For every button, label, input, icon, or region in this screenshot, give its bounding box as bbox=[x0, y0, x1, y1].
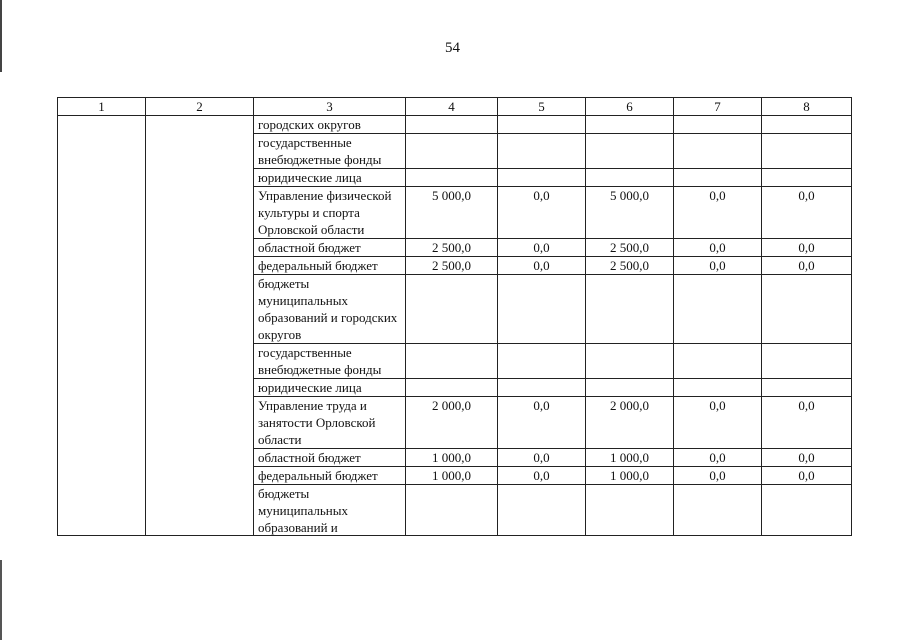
value-cell bbox=[498, 134, 586, 169]
page-number: 54 bbox=[445, 40, 460, 56]
value-cell bbox=[586, 275, 674, 344]
header-cell: 8 bbox=[762, 98, 852, 116]
row-label: юридические лица bbox=[254, 169, 406, 187]
table-row bbox=[58, 116, 852, 134]
value-cell bbox=[762, 134, 852, 169]
scan-edge-mark bbox=[0, 0, 2, 72]
value-cell bbox=[674, 344, 762, 379]
value-cell: 2 500,0 bbox=[586, 239, 674, 257]
row-label: областной бюджет bbox=[254, 449, 406, 467]
header-cell: 1 bbox=[58, 98, 146, 116]
value-cell bbox=[674, 116, 762, 134]
header-cell: 3 bbox=[254, 98, 406, 116]
row-label: юридические лица bbox=[254, 379, 406, 397]
value-cell: 1 000,0 bbox=[406, 467, 498, 485]
row-label: бюджеты муниципальных образований и городских округов bbox=[254, 275, 406, 344]
value-cell: 0,0 bbox=[674, 257, 762, 275]
header-cell: 5 bbox=[498, 98, 586, 116]
header-row bbox=[58, 98, 852, 116]
col2-empty-cell bbox=[146, 116, 254, 536]
value-cell: 1 000,0 bbox=[406, 449, 498, 467]
row-label: федеральный бюджет bbox=[254, 467, 406, 485]
value-cell: 0,0 bbox=[498, 239, 586, 257]
row-label: Управление труда и занятости Орловской области bbox=[254, 397, 406, 449]
value-cell bbox=[762, 344, 852, 379]
row-label: областной бюджет bbox=[254, 239, 406, 257]
value-cell: 2 000,0 bbox=[586, 397, 674, 449]
value-cell: 0,0 bbox=[762, 449, 852, 467]
value-cell bbox=[406, 169, 498, 187]
value-cell: 0,0 bbox=[498, 257, 586, 275]
value-cell: 2 000,0 bbox=[406, 397, 498, 449]
row-label: городских округов bbox=[254, 116, 406, 134]
value-cell: 0,0 bbox=[498, 397, 586, 449]
value-cell: 0,0 bbox=[762, 397, 852, 449]
value-cell bbox=[674, 485, 762, 536]
value-cell bbox=[498, 116, 586, 134]
value-cell bbox=[586, 169, 674, 187]
value-cell: 0,0 bbox=[762, 467, 852, 485]
value-cell bbox=[498, 379, 586, 397]
value-cell: 0,0 bbox=[498, 449, 586, 467]
value-cell bbox=[498, 169, 586, 187]
value-cell: 0,0 bbox=[674, 187, 762, 239]
value-cell bbox=[762, 116, 852, 134]
header-cell: 6 bbox=[586, 98, 674, 116]
value-cell bbox=[406, 379, 498, 397]
row-label: государственные внебюджетные фонды bbox=[254, 344, 406, 379]
value-cell: 0,0 bbox=[674, 467, 762, 485]
value-cell bbox=[406, 134, 498, 169]
header-cell: 2 bbox=[146, 98, 254, 116]
value-cell: 0,0 bbox=[498, 467, 586, 485]
value-cell: 0,0 bbox=[762, 239, 852, 257]
value-cell bbox=[586, 379, 674, 397]
value-cell bbox=[498, 344, 586, 379]
value-cell: 1 000,0 bbox=[586, 467, 674, 485]
value-cell bbox=[406, 275, 498, 344]
value-cell: 0,0 bbox=[762, 257, 852, 275]
header-cell: 4 bbox=[406, 98, 498, 116]
value-cell: 0,0 bbox=[498, 187, 586, 239]
value-cell: 2 500,0 bbox=[406, 239, 498, 257]
value-cell: 0,0 bbox=[674, 449, 762, 467]
value-cell bbox=[762, 275, 852, 344]
value-cell: 0,0 bbox=[674, 239, 762, 257]
value-cell: 0,0 bbox=[674, 397, 762, 449]
value-cell bbox=[674, 275, 762, 344]
value-cell: 2 500,0 bbox=[406, 257, 498, 275]
row-label bbox=[254, 485, 406, 536]
value-cell: 1 000,0 bbox=[586, 449, 674, 467]
value-cell bbox=[498, 275, 586, 344]
value-cell bbox=[674, 379, 762, 397]
value-cell: 2 500,0 bbox=[586, 257, 674, 275]
value-cell bbox=[406, 344, 498, 379]
value-cell bbox=[674, 134, 762, 169]
value-cell bbox=[586, 134, 674, 169]
row-label: государственные внебюджетные фонды bbox=[254, 134, 406, 169]
col1-empty-cell bbox=[58, 116, 146, 536]
value-cell bbox=[762, 169, 852, 187]
value-cell bbox=[498, 485, 586, 536]
value-cell bbox=[762, 485, 852, 536]
value-cell bbox=[762, 379, 852, 397]
budget-table bbox=[57, 97, 852, 536]
value-cell bbox=[406, 485, 498, 536]
row-label: федеральный бюджет bbox=[254, 257, 406, 275]
value-cell: 5 000,0 bbox=[406, 187, 498, 239]
scan-edge-mark-bottom bbox=[0, 560, 2, 640]
value-cell: 5 000,0 bbox=[586, 187, 674, 239]
row-label: Управление физической культуры и спорта Орловской области bbox=[254, 187, 406, 239]
value-cell bbox=[586, 116, 674, 134]
header-cell: 7 bbox=[674, 98, 762, 116]
row-label-text: бюджеты муниципальных образований и bbox=[258, 486, 349, 535]
value-cell bbox=[406, 116, 498, 134]
value-cell bbox=[586, 485, 674, 536]
value-cell: 0,0 bbox=[762, 187, 852, 239]
value-cell bbox=[674, 169, 762, 187]
value-cell bbox=[586, 344, 674, 379]
